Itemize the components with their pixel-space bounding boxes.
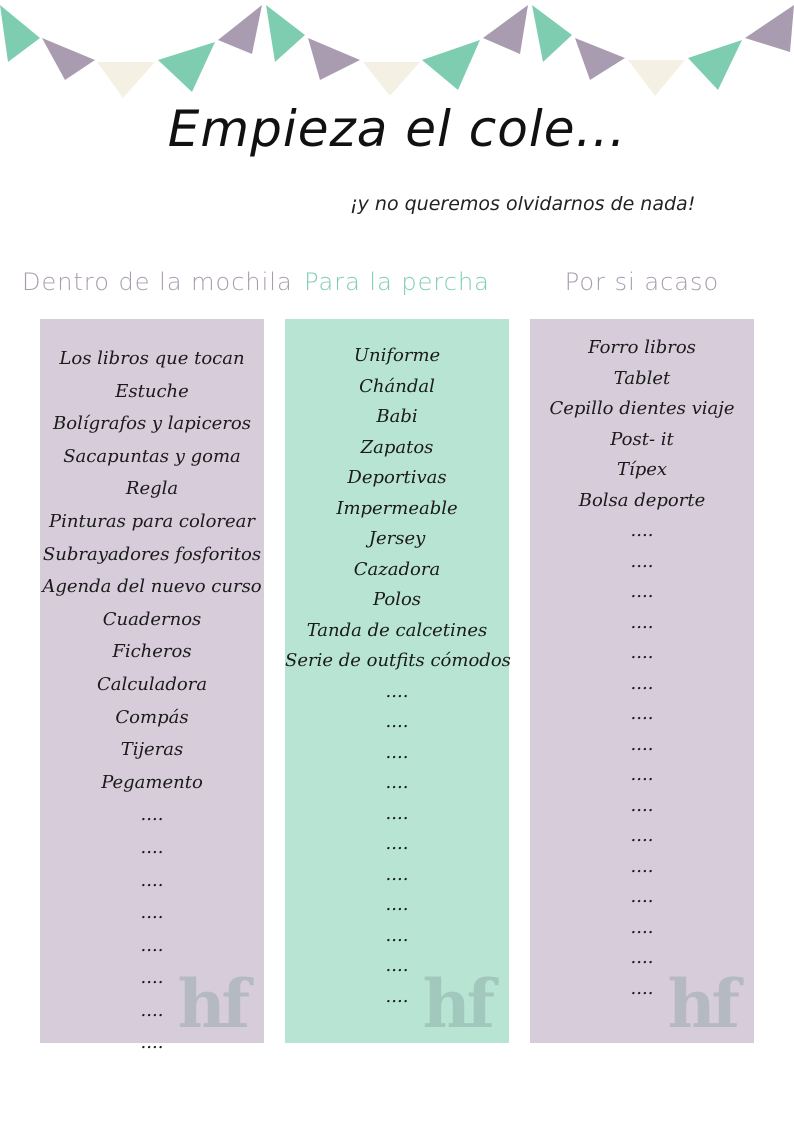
list-item: ....	[385, 985, 409, 1007]
list-item: Típex	[616, 459, 668, 480]
list-item: ....	[140, 804, 164, 826]
list-item: ....	[385, 955, 409, 976]
list-item: ....	[385, 772, 409, 793]
column-heading-percha: Para la percha	[304, 268, 490, 296]
list-item: Uniforme	[353, 345, 441, 366]
list-item: ....	[140, 902, 164, 924]
list-item: Deportivas	[347, 467, 447, 488]
list-item: Pegamento	[101, 771, 203, 793]
list-item: ....	[630, 825, 654, 846]
list-item: Cuadernos	[102, 608, 202, 630]
bunting-flag	[218, 5, 262, 54]
list-item: ....	[385, 833, 409, 854]
list-item: ....	[630, 794, 654, 816]
list-item: Sacapuntas y goma	[63, 445, 241, 467]
list-item: Tablet	[613, 367, 671, 389]
list-item: ....	[385, 711, 409, 732]
bunting-flag	[483, 5, 528, 54]
list-item: Bolígrafos y lapiceros	[53, 413, 251, 435]
panel-mochila	[40, 319, 264, 1054]
list-item: ....	[385, 863, 409, 885]
list-item: ....	[630, 642, 654, 663]
list-item: ....	[630, 947, 654, 968]
column-heading-mochila: Dentro de la mochila	[22, 268, 293, 296]
list-item: Serie de outfits cómodos	[285, 650, 511, 671]
list-item: ....	[385, 802, 409, 824]
item-list-mochila	[40, 343, 264, 1060]
list-item: Estuche	[115, 380, 189, 402]
list-item: ....	[630, 703, 654, 724]
column-heading-por-si-acaso: Por si acaso	[564, 268, 720, 296]
list-item: Polos	[372, 589, 422, 610]
list-item: Forro libros	[588, 337, 696, 358]
list-item: Regla	[125, 478, 179, 500]
list-item: ....	[630, 886, 654, 907]
list-item: ....	[385, 680, 409, 702]
list-item: ....	[385, 741, 409, 763]
list-item: Tanda de calcetines	[306, 619, 488, 641]
bunting-flag	[688, 40, 742, 90]
bunting-flag	[532, 5, 572, 62]
list-item: Cazadora	[353, 558, 441, 580]
list-item: Babi	[376, 406, 418, 427]
list-item: Impermeable	[336, 497, 458, 519]
item-list-por-si-acaso	[530, 333, 754, 1004]
list-item: Los libros que tocan	[59, 348, 245, 369]
list-item: Cepillo dientes viaje	[549, 398, 735, 419]
list-item: ....	[630, 581, 654, 602]
list-item: Chándal	[359, 375, 435, 397]
list-item: ....	[385, 924, 409, 946]
page-subtitle: ¡y no queremos olvidarnos de nada!	[350, 193, 696, 215]
panel-por-si-acaso	[530, 319, 754, 1043]
list-item: Calculadora	[96, 673, 208, 695]
list-item: ....	[140, 934, 164, 956]
bunting-flag	[575, 38, 625, 80]
list-item: ....	[385, 894, 409, 915]
list-item: ....	[630, 550, 654, 572]
bunting-flag	[266, 5, 305, 62]
list-item: Bolsa deporte	[578, 489, 706, 511]
list-item: Agenda del nuevo curso	[42, 576, 262, 598]
list-item: ....	[630, 611, 654, 633]
bunting-flag	[0, 5, 40, 62]
list-item: ....	[630, 520, 654, 541]
list-item: ....	[630, 733, 654, 755]
list-item: Zapatos	[360, 436, 434, 458]
list-item: Pinturas para colorear	[49, 510, 255, 532]
list-item: Post- it	[610, 428, 674, 450]
hf-logo: hf	[422, 965, 491, 1043]
bunting-flag	[628, 60, 685, 96]
list-item: ....	[140, 869, 164, 891]
list-item: Ficheros	[112, 641, 192, 663]
list-item: ....	[140, 967, 164, 989]
list-item: ....	[630, 977, 654, 999]
panel-percha	[285, 319, 509, 1043]
hf-logo: hf	[177, 965, 246, 1043]
list-item: Jersey	[368, 528, 426, 549]
list-item: ....	[630, 916, 654, 938]
bunting-flag	[745, 5, 794, 52]
list-item: ....	[630, 764, 654, 785]
bunting-flag	[308, 38, 360, 80]
bunting-flag	[158, 42, 215, 92]
list-item: ....	[140, 999, 164, 1021]
list-item: Subrayadores fosforitos	[42, 543, 262, 565]
hf-logo: hf	[667, 965, 736, 1043]
list-item: ....	[140, 1032, 164, 1054]
page-title: Empieza el cole...	[167, 100, 627, 158]
bunting-flag	[422, 40, 480, 90]
list-item: Compás	[115, 706, 189, 728]
bunting-garland	[0, 0, 794, 110]
bunting-flag	[42, 38, 95, 80]
list-item: ....	[140, 836, 164, 858]
list-item: ....	[630, 672, 654, 694]
bunting-flag	[97, 62, 155, 98]
list-item: Tijeras	[120, 739, 184, 761]
item-list-percha	[285, 341, 509, 1012]
list-item: ....	[630, 855, 654, 877]
bunting-flag	[363, 62, 420, 96]
